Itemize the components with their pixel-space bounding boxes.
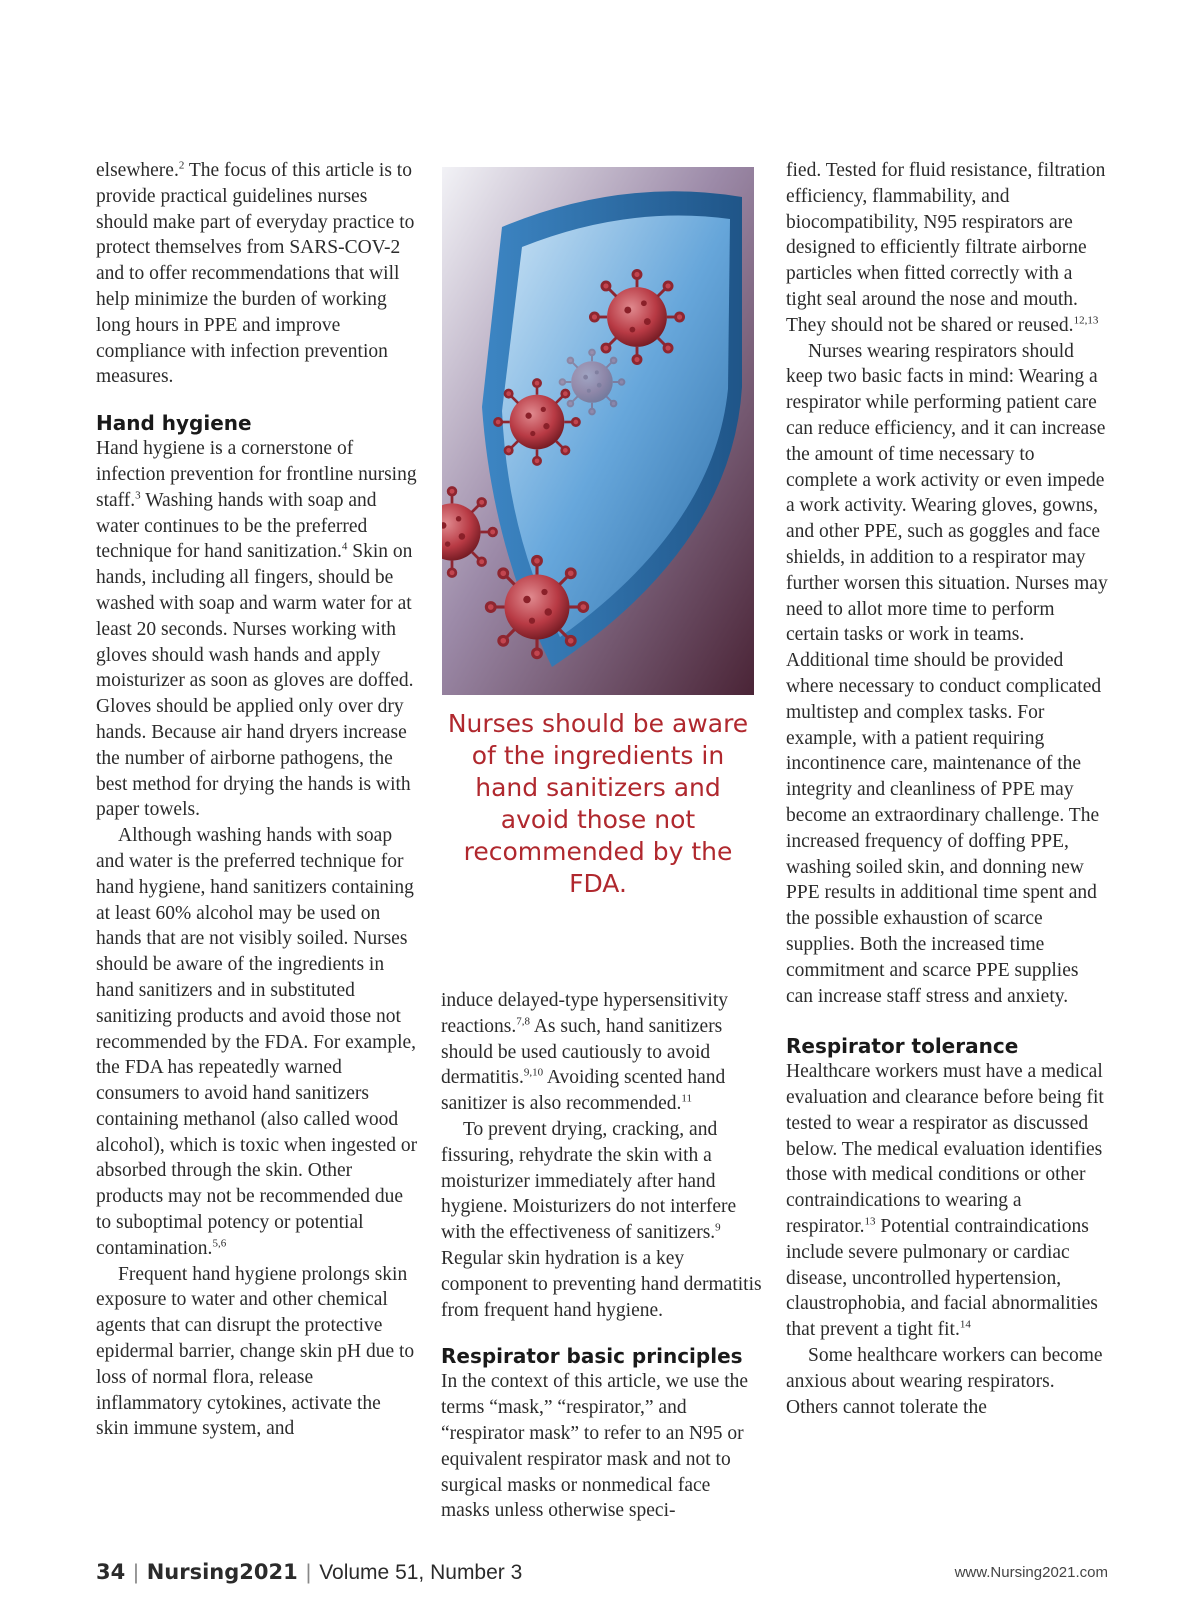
virus-particle (590, 270, 683, 363)
reference-mark: 12,13 (1073, 314, 1099, 327)
reference-mark: 11 (681, 1092, 693, 1105)
reference-mark: 9 (715, 1221, 721, 1234)
column-1 (96, 158, 418, 1442)
column-3-paragraph-3 (786, 1059, 1108, 1343)
reference-mark: 2 (178, 159, 185, 172)
text-span: Regular skin hydration is a key component to preventing hand dermatitis from frequent hand hygiene. (441, 1247, 762, 1321)
volume-info: Volume 51, Number 3 (319, 1561, 523, 1584)
text-span: Hand hygiene is a cornerstone of infection prevention for frontline nursing staff. (96, 438, 417, 511)
text-span: Although washing hands with soap and water is the preferred technique for hand hygiene, hand sanitizers containing at least 60% alcohol may be used on hands that are not visibly soiled. Nurses should be aware of the ingredients in hand sanitizers and in substituted sanitizing products and avoid those not recommended by the FDA. For example, the FDA has repeatedly warned consumers to avoid hand sanitizers containing methanol (also called wood alcohol), which is toxic when ingested or absorbed through the skin. Other products may not be recommended due to suboptimal potency or potential contamination. (96, 825, 418, 1259)
hand-hygiene-paragraph-2 (96, 823, 418, 1262)
virus-particle (560, 350, 625, 415)
page-footer (96, 1560, 1108, 1590)
page-number: 34 (96, 1560, 126, 1584)
reference-mark: 14 (959, 1318, 971, 1331)
reference-mark: 7,8 (516, 1015, 531, 1028)
reference-mark: 5,6 (212, 1237, 227, 1250)
heading-respirator-basic-principles: Respirator basic principles (441, 1344, 743, 1369)
divider: | (305, 1561, 312, 1584)
text-span: Skin on hands, including all fingers, should be washed with soap and warm water for at least 20 seconds. Nurses working with gloves should wash hands and apply moisturizer as soon as gloves are doffed. Gloves should be applied only over dry hands. Because air hand dryers increase the number of airborne pathogens, the best method for drying the hands is with paper towels. (96, 541, 414, 821)
footer-left (96, 1560, 522, 1585)
text-span: Potential contraindications include severe pulmonary or cardiac disease, uncontrolled hypertension, claustrophobia, and facial abnormalities that prevent a tight fit. (786, 1216, 1098, 1341)
reference-mark: 4 (341, 540, 348, 553)
text-span: Avoiding scented hand sanitizer is also recommended. (441, 1067, 726, 1115)
virus-particle (486, 556, 587, 657)
divider: | (133, 1561, 139, 1584)
reference-mark: 9,10 (523, 1066, 544, 1079)
heading-hand-hygiene: Hand hygiene (96, 411, 252, 436)
hand-hygiene-paragraph-3: Frequent hand hygiene prolongs skin exposure to water and other chemical agents that can disrupt the protective epidermal barrier, change skin pH due to loss of normal flora, release inflammatory cytokines, activate the skin immune system, and (96, 1263, 415, 1440)
reference-mark: 3 (135, 489, 141, 502)
reference-mark: 13 (864, 1215, 876, 1228)
hand-hygiene-paragraph-1 (96, 436, 418, 823)
intro-lead: elsewhere. (96, 160, 179, 181)
intro-text: The focus of this article is to provide practical guidelines nurses should make part of everyday practice to protect themselves from SARS-COV-2 and to offer recommendations that will help minimize the burden of working long hours in PPE and improve compliance with infection prevention measures. (96, 160, 415, 388)
column-3-paragraph-2: Nurses wearing respirators should keep two basic facts in mind: Wearing a respirator while performing patient care can reduce efficiency, and it can increase the amount of time necessary to complete a work activity or even impede a work activity. Wearing gloves, gowns, and other PPE, such as goggles and face shields, in addition to a respirator may further worsen this situation. Nurses may need to allot more time to perform certain tasks or work in teams. Additional time should be provided where necessary to conduct complicated multistep and complex tasks. For example, with a patient requiring incontinence care, maintenance of the integrity and cleanliness of PPE may become an extraordinary challenge. The increased frequency of doffing PPE, washing soiled skin, and donning new PPE results in additional time spent and the possible exhaustion of scarce supplies. Both the increased time commitment and scarce PPE supplies can increase staff stress and anxiety. (786, 340, 1108, 1007)
virus-particle (494, 379, 579, 464)
column-2 (441, 988, 763, 1524)
text-span: fied. Tested for fluid resistance, filtration efficiency, flammability, and biocompatibility, N95 respirators are designed to efficiently filtrate airborne particles when fitted correctly with a tight seal around the nose and mouth. They should not be shared or reused. (786, 160, 1106, 336)
column-2-paragraph-2 (441, 1117, 763, 1323)
text-span: Washing hands with soap and water continues to be the preferred technique for hand sanitization. (96, 489, 377, 563)
column-3-paragraph-1 (786, 158, 1108, 339)
text-span: As such, hand sanitizers should be used cautiously to avoid dermatitis. (441, 1015, 723, 1089)
column-3-paragraph-4: Some healthcare workers can become anxious about wearing respirators. Others cannot tolerate the (786, 1345, 1103, 1418)
journal-name: Nursing2021 (146, 1560, 298, 1584)
column-2-paragraph-3: In the context of this article, we use the terms “mask,” “respirator,” and “respirator mask” to refer to an N95 or equivalent respirator mask and not to surgical masks or nonmedical face masks unless otherwise speci- (441, 1371, 749, 1522)
pull-quote: Nurses should be aware of the ingredients in hand sanitizers and avoid those not recommended by the FDA. (447, 709, 749, 898)
column-2-paragraph-1 (441, 988, 763, 1117)
heading-respirator-tolerance: Respirator tolerance (786, 1034, 1019, 1059)
column-3 (786, 158, 1108, 1420)
journal-url[interactable]: www.Nursing2021.com (954, 1564, 1108, 1581)
virus-shield-illustration (442, 167, 754, 695)
text-span: To prevent drying, cracking, and fissuring, rehydrate the skin with a moisturizer immediately after hand hygiene. Moisturizers do not interfere with the effectiveness of sanitizers. (441, 1118, 737, 1244)
intro-paragraph (96, 158, 418, 390)
text-span: Healthcare workers must have a medical evaluation and clearance before being fit tested to wear a respirator as discussed below. The medical evaluation identifies those with medical conditions or other contraindications to wearing a respirator. (786, 1061, 1104, 1238)
text-span: induce delayed-type hypersensitivity reactions. (441, 990, 728, 1037)
